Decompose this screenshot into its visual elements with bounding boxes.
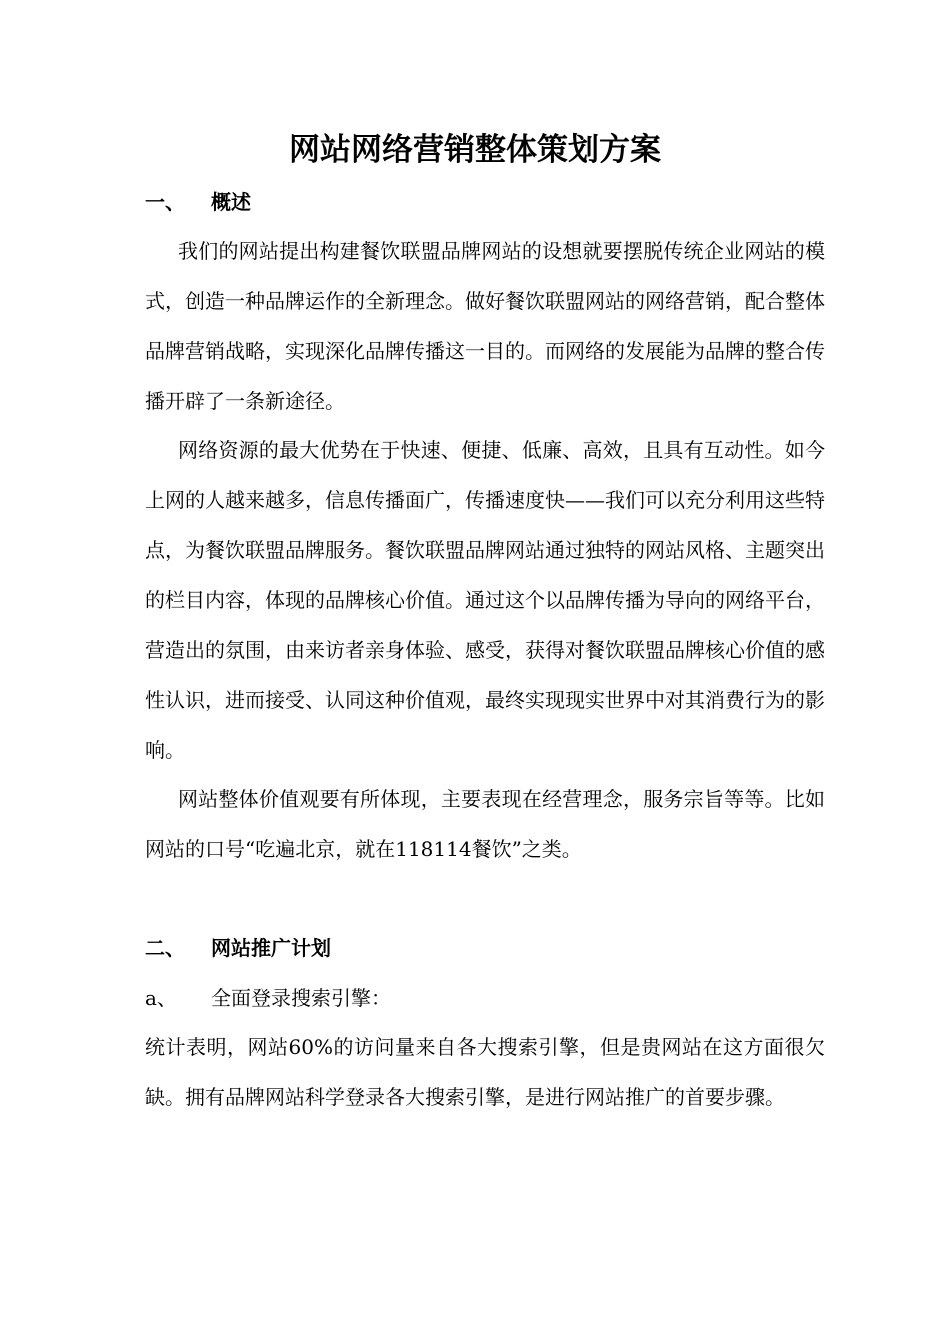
document-title: 网站网络营销整体策划方案 (289, 132, 661, 168)
section-2-heading (145, 933, 331, 963)
subsection-a-number: a、 (145, 986, 177, 1010)
section-1-heading (145, 187, 251, 217)
section-1-paragraph-2: 网络资源的最大优势在于快速、便捷、低廉、高效，且具有互动性。如今上网的人越来越多，信息传播面广，传播速度快——我们可以充分利用这些特点，为餐饮联盟品牌服务。餐饮联盟品牌网站通过独特的网站风格、主题突出的栏目内容，体现的品牌核心价值。通过这个以品牌传播为导向的网络平台，营造出的氛围，由来访者亲身体验、感受，获得对餐饮联盟品牌核心价值的感性认识，进而接受、认同这种价值观，最终实现现实世界中对其消费行为的影响。 (145, 438, 825, 762)
subsection-a-title: 全面登录搜索引擎： (211, 986, 391, 1010)
section-2-paragraph: 统计表明，网站60%的访问量来自各大搜索引擎，但是贵网站在这方面很欠缺。拥有品牌网站科学登录各大搜索引擎，是进行网站推广的首要步骤。 (145, 1035, 825, 1109)
section-1-paragraph-3: 网站整体价值观要有所体现，主要表现在经营理念，服务宗旨等等。比如网站的口号“吃遍北京，就在118114餐饮”之类。 (145, 787, 825, 861)
section-1-number: 一、 (145, 190, 185, 214)
section-1-paragraph-1: 我们的网站提出构建餐饮联盟品牌网站的设想就要摆脱传统企业网站的模式，创造一种品牌运作的全新理念。做好餐饮联盟网站的网络营销，配合整体品牌营销战略，实现深化品牌传播这一目的。而网络的发展能为品牌的整合传播开辟了一条新途径。 (145, 239, 825, 413)
subsection-a-heading (145, 983, 391, 1013)
section-2-number: 二、 (145, 936, 185, 960)
section-2-title: 网站推广计划 (211, 936, 331, 960)
section-1-title: 概述 (211, 190, 251, 214)
